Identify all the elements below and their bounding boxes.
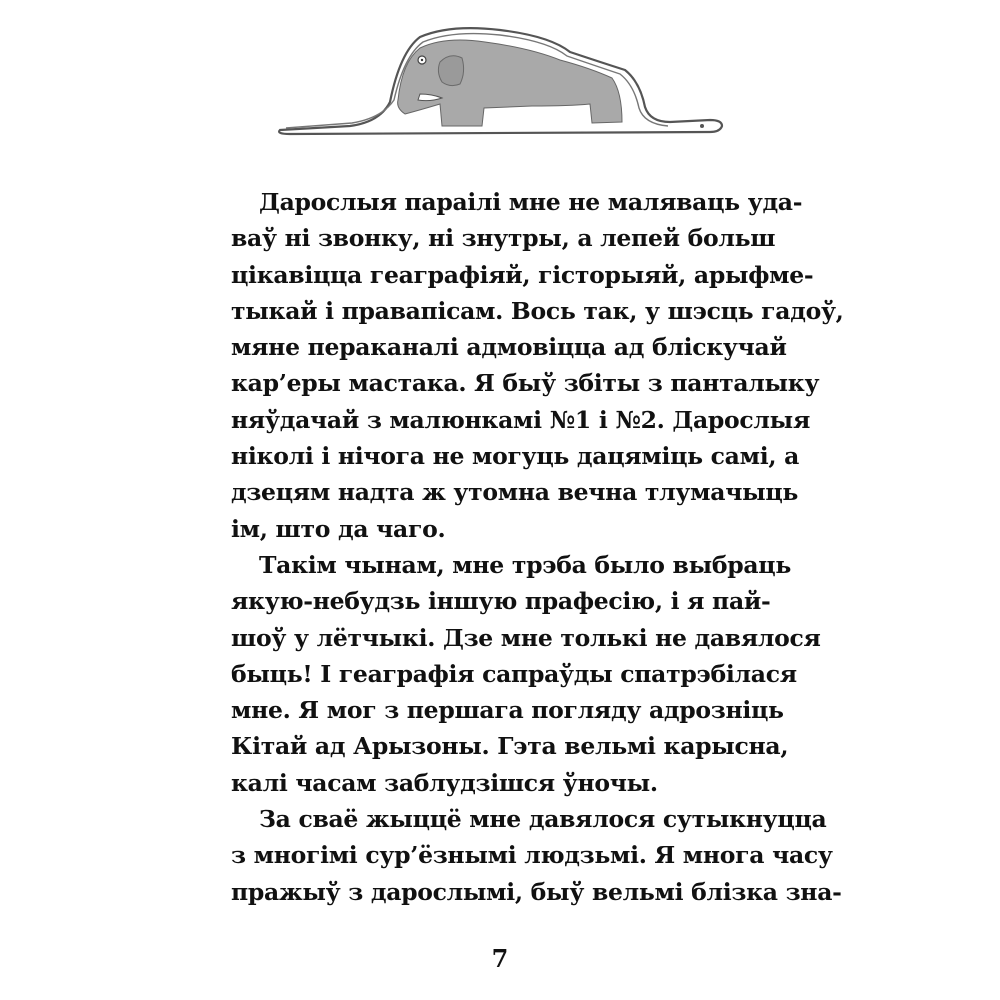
page-body-text [231,184,844,910]
paragraph-2 [231,547,821,801]
text-line: дзецям надта ж утомна вечна тлумачыць [231,478,799,507]
text-line: тыкай і правапісам. Вось так, у шэсць гадоў, [231,296,844,325]
paragraph-1 [231,184,844,547]
text-line: няўдачай з малюнкамі №1 і №2. Дарослыя [231,405,811,434]
text-line: калі часам заблудзішся ўночы. [231,768,658,797]
text-line: шоў у лётчыкі. Дзе мне толькі не давялося [231,623,821,652]
text-line: мне. Я мог з першага погляду адрозніць [231,696,784,725]
text-line: Такім чынам, мне трэба было выбраць [259,550,791,579]
text-line: з многімі сур’ёзнымі людзьмі. Я многа часу [231,841,833,870]
text-line: мяне пераканалі адмовіцца ад бліскучай [231,333,787,362]
text-line: ім, што да чаго. [231,514,446,543]
text-line: ніколі і нічога не могуць дацяміць самі, а [231,442,800,471]
paragraph-3 [231,801,842,910]
text-line: ваў ні звонку, ні знутры, а лепей больш [231,224,776,253]
text-line: кар’еры мастака. Я быў збіты з панталыку [231,369,820,398]
text-line: якую-небудзь іншую прафесію, і я пай- [231,587,771,616]
text-line: цікавіцца геаграфіяй, гісторыяй, арыфме- [231,260,814,289]
text-line: быць! І геаграфія сапраўды спатрэбілася [231,659,797,688]
page-number: 7 [491,944,509,973]
boa-elephant-illustration [270,22,730,142]
text-line: пражыў з дарослымі, быў вельмі блізка зна- [231,877,842,906]
text-line: За сваё жыццё мне давялося сутыкнуцца [259,805,827,834]
text-line: Дарослыя параілі мне не маляваць уда- [259,188,803,216]
text-line: Кітай ад Арызоны. Гэта вельмі карысна, [231,732,789,761]
